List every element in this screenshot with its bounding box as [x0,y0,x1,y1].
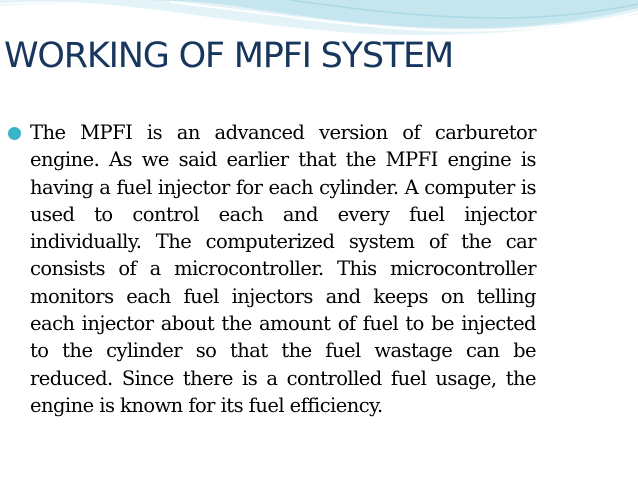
bullet-dot-icon [8,127,21,140]
slide-title: WORKING OF MPFI SYSTEM [4,36,453,76]
bullet-item [8,119,630,419]
bullet-text: The MPFI is an advanced version of carburetor engine. As we said earlier that the MPFI engine is having a fuel injector for each cylinder. A computer is used to control each and every fuel injector individually. The computerized system of the car consists of a microcontroller. This microcontroller monitors each fuel injectors and keeps on telling each injector about the amount of fuel to be injected to the cylinder so that the fuel wastage can be reduced. Since there is a controlled fuel usage, the engine is known for its fuel efficiency. [30,121,536,417]
